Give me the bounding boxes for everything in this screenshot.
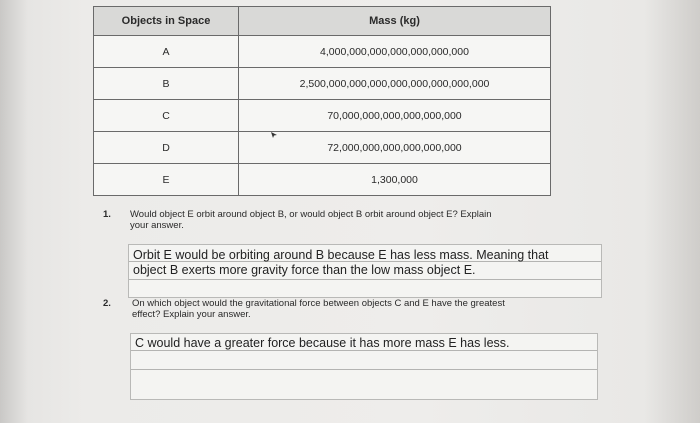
question-2-answer-field[interactable] <box>130 333 598 400</box>
mass-cell: 70,000,000,000,000,000,000 <box>239 100 551 132</box>
object-cell: A <box>94 36 239 68</box>
mass-cell: 2,500,000,000,000,000,000,000,000,000 <box>239 68 551 100</box>
question-1-answer-line1: Orbit E would be orbiting around B because E has less mass. Meaning that <box>133 248 549 262</box>
question-2-answer-line1: C would have a greater force because it has more mass E has less. <box>135 336 510 350</box>
question-2-number: 2. <box>103 298 111 309</box>
question-1-answer-field[interactable] <box>128 244 602 298</box>
question-1-prompt-line2: your answer. <box>130 220 184 231</box>
object-cell: D <box>94 132 239 164</box>
table-row <box>94 68 551 100</box>
question-1-prompt <box>130 209 492 231</box>
answer-rule-line <box>131 350 597 351</box>
question-2-prompt-line1: On which object would the gravitational force between objects C and E have the greatest <box>132 298 505 309</box>
mass-cell: 4,000,000,000,000,000,000,000 <box>239 36 551 68</box>
answer-rule-line <box>129 279 601 280</box>
object-cell: B <box>94 68 239 100</box>
object-cell: E <box>94 164 239 196</box>
header-mass: Mass (kg) <box>239 7 551 36</box>
mass-cell: 72,000,000,000,000,000,000 <box>239 132 551 164</box>
table-row <box>94 132 551 164</box>
question-2-prompt-line2: effect? Explain your answer. <box>132 309 251 320</box>
question-2-prompt <box>132 298 505 320</box>
object-cell: C <box>94 100 239 132</box>
question-1-number: 1. <box>103 209 111 220</box>
answer-rule-line <box>131 369 597 370</box>
table-header-row <box>94 7 551 36</box>
mass-cell: 1,300,000 <box>239 164 551 196</box>
question-1-prompt-line1: Would object E orbit around object B, or would object B orbit around object E? Explain <box>130 209 492 220</box>
table-row <box>94 36 551 68</box>
mass-table <box>93 6 551 196</box>
header-objects: Objects in Space <box>94 7 239 36</box>
table-row <box>94 100 551 132</box>
mouse-cursor-icon <box>270 131 278 139</box>
table-row <box>94 164 551 196</box>
question-1-answer-line2: object B exerts more gravity force than the low mass object E. <box>133 263 476 277</box>
